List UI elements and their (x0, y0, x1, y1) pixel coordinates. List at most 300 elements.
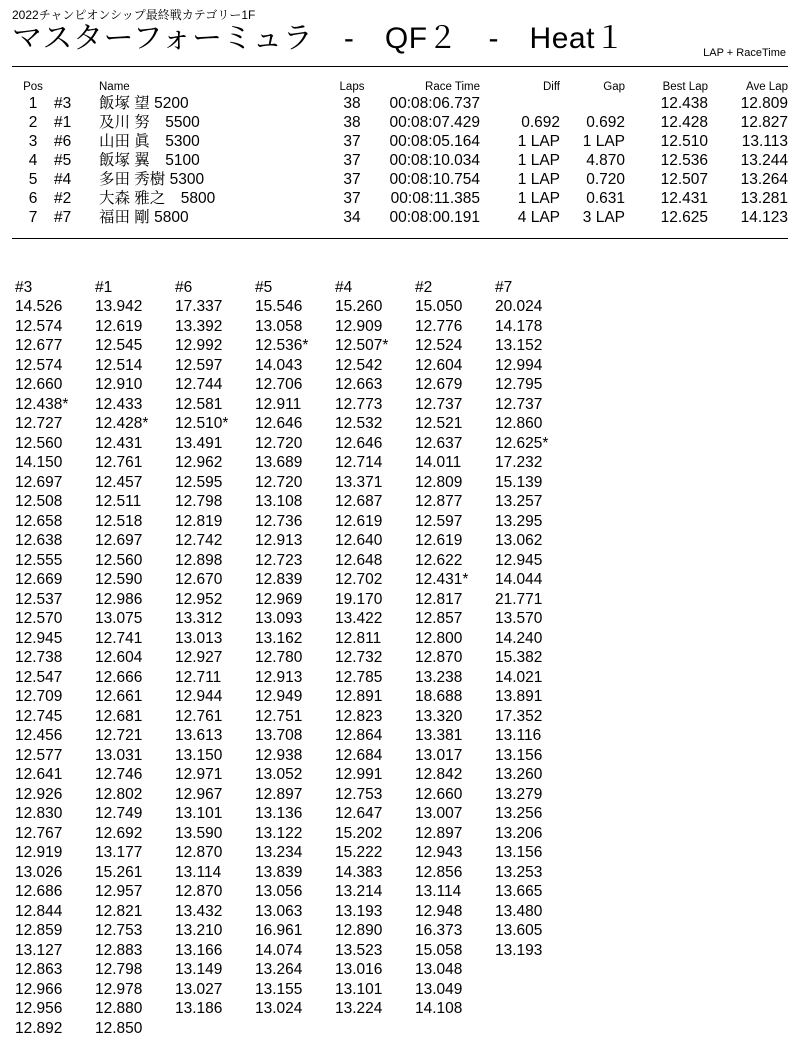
lap-time-cell: 12.738 (15, 649, 63, 666)
lap-time-cell: 12.773 (335, 395, 383, 413)
results-table (12, 80, 788, 227)
lap-time-cell: 12.911 (255, 395, 302, 413)
lap-time-cell: 14.178 (495, 317, 543, 335)
lap-time-cell: 12.684 (335, 746, 383, 764)
lap-column-header: #3 (15, 279, 33, 296)
lap-time-cell: 12.721 (95, 727, 143, 744)
col-gap: Gap (603, 81, 625, 93)
lap-time-cell: 14.108 (415, 1000, 463, 1017)
lap-column (15, 278, 95, 1038)
lap-time-cell: 13.193 (335, 902, 383, 920)
lap-time-cell: 17.337 (175, 298, 223, 315)
lap-time-cell: 12.919 (15, 844, 63, 861)
laps-cell: 37 (343, 133, 361, 150)
lap-time-cell: 15.050 (415, 298, 463, 315)
driver-name-cell: 福田 剛 5800 (99, 209, 189, 226)
lap-time-cell: 12.560 (15, 434, 63, 452)
lap-time-cell: 12.830 (15, 805, 63, 822)
lap-time-cell: 12.890 (335, 922, 383, 939)
lap-time-cell: 13.152 (495, 337, 543, 354)
lap-time-cell: 12.800 (415, 629, 463, 647)
lap-time-cell: 13.590 (175, 824, 223, 842)
lap-time-cell: 13.295 (495, 512, 543, 530)
lap-time-cell: 13.162 (255, 629, 303, 647)
lap-time-cell: 13.253 (495, 863, 543, 881)
lap-time-cell: 13.264 (255, 961, 303, 978)
lap-time-cell: 12.736 (255, 512, 303, 530)
lap-time-cell: 12.909 (335, 317, 383, 335)
lap-time-cell: 13.491 (175, 434, 223, 452)
driver-name-cell: 飯塚 翼 5100 (99, 152, 200, 169)
page-title: マスターフォーミュラ - QF２ - Heat１ (12, 22, 626, 55)
lap-time-cell: 12.798 (175, 493, 223, 510)
lap-time-cell: 12.910 (95, 376, 143, 393)
lap-times-grid (15, 278, 575, 1038)
race-time-cell: 00:08:10.754 (389, 171, 480, 188)
lap-time-cell: 12.697 (95, 532, 143, 549)
lap-time-cell: 12.590 (95, 571, 143, 588)
diff-cell: 1 LAP (517, 190, 560, 207)
lap-time-cell: 12.880 (95, 1000, 143, 1017)
lap-time-cell: 13.381 (415, 727, 463, 744)
lap-time-cell: 12.952 (175, 590, 223, 608)
diff-cell: 0.692 (521, 114, 560, 131)
lap-time-cell: 15.382 (495, 649, 543, 666)
lap-time-cell: 12.619 (335, 512, 383, 530)
lap-time-cell: 12.892 (15, 1019, 63, 1037)
lap-time-cell: 13.193 (495, 941, 543, 959)
car-number-cell: #7 (54, 209, 72, 226)
lap-time-cell: 12.661 (95, 688, 143, 705)
lap-time-cell: 12.574 (15, 356, 63, 374)
best-lap-cell: 12.507 (660, 171, 708, 188)
lap-time-cell: 15.546 (255, 298, 303, 315)
lap-time-cell: 12.966 (15, 980, 63, 998)
col-race-time: Race Time (425, 81, 480, 93)
pos-cell: 1 (28, 95, 38, 112)
lap-time-cell: 13.024 (255, 1000, 303, 1017)
lap-time-cell: 12.870 (175, 844, 223, 861)
lap-time-cell: 12.823 (335, 707, 383, 725)
lap-time-cell: 12.753 (335, 785, 383, 803)
lap-time-cell: 18.688 (415, 688, 463, 705)
diff-cell (480, 94, 560, 113)
lap-time-cell: 19.170 (335, 590, 383, 608)
lap-time-cell: 12.732 (335, 649, 383, 666)
lap-time-cell: 13.605 (495, 922, 543, 939)
diff-cell: 1 LAP (517, 171, 560, 188)
lap-time-cell: 12.842 (415, 766, 463, 783)
lap-time-cell: 13.048 (415, 961, 463, 978)
lap-time-cell: 12.622 (415, 551, 463, 569)
lap-time-cell: 12.844 (15, 902, 63, 920)
lap-time-cell: 12.433 (95, 395, 143, 413)
ave-lap-cell: 13.264 (740, 171, 788, 188)
ave-lap-cell: 13.113 (741, 133, 788, 150)
lap-time-cell: 12.677 (15, 337, 63, 354)
lap-column-header: #6 (175, 279, 193, 296)
lap-time-cell: 12.863 (15, 961, 63, 978)
lap-time-cell: 13.114 (175, 863, 222, 881)
lap-time-cell: 12.681 (95, 707, 143, 725)
lap-column (255, 278, 335, 1038)
lap-time-cell: 13.432 (175, 902, 223, 920)
race-time-cell: 00:08:00.191 (389, 209, 480, 226)
driver-name-cell: 及川 努 5500 (99, 114, 200, 131)
lap-time-cell: 16.961 (255, 922, 303, 939)
lap-time-cell: 12.431 (95, 434, 143, 452)
lap-time-cell: 12.945 (495, 551, 543, 569)
lap-race-time-note: LAP + RaceTime (703, 47, 786, 59)
lap-time-cell: 14.011 (415, 454, 462, 471)
lap-time-cell: 12.969 (255, 590, 303, 608)
lap-time-cell: 12.660 (15, 376, 63, 393)
lap-time-cell: 12.994 (495, 356, 543, 374)
lap-time-cell: 13.063 (255, 902, 303, 920)
lap-time-cell: 12.670 (175, 571, 223, 588)
lap-time-cell: 12.518 (95, 512, 143, 530)
lap-time-cell: 13.026 (15, 863, 63, 881)
lap-time-cell: 12.597 (175, 356, 223, 374)
lap-time-cell: 13.136 (255, 805, 303, 822)
lap-time-cell: 12.666 (95, 668, 143, 686)
header-divider (12, 66, 788, 67)
table-row (12, 170, 788, 189)
lap-time-cell: 13.523 (335, 941, 383, 959)
lap-time-cell: 12.646 (255, 415, 303, 432)
lap-time-cell: 13.155 (255, 980, 303, 998)
lap-column (415, 278, 495, 1038)
results-header-row (12, 80, 788, 94)
lap-time-cell: 12.897 (415, 824, 463, 842)
lap-time-cell: 13.156 (495, 844, 543, 861)
lap-time-cell: 12.819 (175, 512, 223, 530)
lap-time-cell: 13.150 (175, 746, 223, 764)
lap-time-cell: 12.926 (15, 785, 63, 803)
lap-time-cell: 12.577 (15, 746, 63, 764)
lap-time-cell: 13.186 (175, 1000, 223, 1017)
lap-time-cell: 20.024 (495, 298, 543, 315)
lap-time-cell: 12.687 (335, 493, 383, 510)
lap-time-cell: 12.438* (15, 395, 69, 413)
gap-cell: 0.631 (586, 190, 625, 207)
lap-time-cell: 12.660 (415, 785, 463, 803)
lap-time-cell: 12.625* (495, 434, 549, 452)
lap-time-cell: 12.761 (175, 707, 223, 725)
lap-time-cell: 12.798 (95, 961, 143, 978)
lap-column (95, 278, 175, 1038)
lap-column (495, 278, 575, 1038)
best-lap-cell: 12.510 (660, 133, 708, 150)
lap-time-cell: 13.257 (495, 493, 543, 510)
lap-time-cell: 13.031 (95, 746, 143, 764)
lap-time-cell: 13.056 (255, 883, 303, 900)
pos-cell: 6 (28, 190, 38, 207)
lap-time-cell: 12.532 (335, 415, 383, 432)
lap-time-cell: 13.256 (495, 805, 543, 822)
ave-lap-cell: 12.827 (740, 114, 788, 131)
lap-time-cell: 12.702 (335, 571, 383, 588)
lap-time-cell: 12.511 (95, 493, 142, 510)
lap-time-cell: 13.422 (335, 610, 383, 627)
lap-time-cell: 12.891 (335, 688, 383, 705)
lap-time-cell: 12.711 (175, 668, 222, 686)
lap-time-cell: 13.149 (175, 961, 223, 978)
lap-time-cell: 12.619 (415, 532, 463, 549)
lap-time-cell: 12.948 (415, 902, 463, 920)
lap-time-cell: 13.312 (175, 610, 223, 627)
lap-time-cell: 12.547 (15, 668, 63, 686)
lap-time-cell: 12.537 (15, 590, 63, 608)
lap-time-cell: 12.709 (15, 688, 63, 705)
lap-time-cell: 12.723 (255, 551, 303, 569)
lap-time-cell: 12.850 (95, 1019, 143, 1037)
lap-time-cell: 14.044 (495, 571, 543, 588)
lap-time-cell: 12.637 (415, 434, 463, 452)
lap-time-cell: 15.261 (95, 863, 143, 881)
pos-cell: 4 (28, 152, 38, 169)
lap-time-cell: 14.383 (335, 863, 383, 881)
lap-time-cell: 12.669 (15, 571, 63, 588)
lap-time-cell: 15.260 (335, 298, 383, 315)
driver-name-cell: 多田 秀樹 5300 (99, 171, 205, 188)
lap-time-cell: 13.708 (255, 727, 303, 744)
lap-time-cell: 12.956 (15, 1000, 63, 1017)
lap-time-cell: 14.526 (15, 298, 63, 315)
lap-time-cell: 12.949 (255, 688, 303, 705)
lap-time-cell: 12.749 (95, 805, 143, 822)
lap-time-cell: 12.913 (255, 668, 303, 686)
lap-time-cell: 12.542 (335, 356, 383, 374)
lap-time-cell: 12.795 (495, 376, 543, 393)
lap-time-cell: 12.809 (415, 473, 463, 491)
lap-time-cell: 13.166 (175, 941, 223, 959)
lap-time-cell: 12.746 (95, 766, 143, 783)
table-row (12, 189, 788, 208)
lap-time-cell: 13.062 (495, 532, 543, 549)
lap-column-header: #1 (95, 279, 113, 296)
ave-lap-cell: 14.123 (740, 209, 788, 226)
lap-time-cell: 13.206 (495, 824, 543, 842)
lap-time-cell: 12.744 (175, 376, 223, 393)
lap-time-cell: 12.877 (415, 493, 463, 510)
table-row (12, 151, 788, 170)
lap-time-cell: 21.771 (495, 590, 543, 608)
lap-time-cell: 13.839 (255, 863, 303, 881)
ave-lap-cell: 13.281 (740, 190, 788, 207)
lap-time-cell: 12.785 (335, 668, 383, 686)
lap-time-cell: 12.521 (415, 415, 463, 432)
lap-time-cell: 12.545 (95, 337, 143, 354)
lap-time-cell: 13.007 (415, 805, 463, 822)
lap-time-cell: 13.214 (335, 883, 383, 900)
lap-time-cell: 13.177 (95, 844, 143, 861)
lap-time-cell: 13.017 (415, 746, 463, 764)
car-number-cell: #5 (54, 152, 72, 169)
table-row (12, 94, 788, 113)
pos-cell: 2 (28, 114, 38, 131)
lap-time-cell: 12.883 (95, 941, 143, 959)
pos-cell: 7 (28, 209, 38, 226)
lap-time-cell: 12.742 (175, 532, 223, 549)
ave-lap-cell: 13.244 (740, 152, 788, 169)
lap-time-cell: 12.641 (15, 766, 63, 783)
lap-time-cell: 12.780 (255, 649, 303, 666)
lap-time-cell: 13.052 (255, 766, 303, 783)
lap-time-cell: 13.392 (175, 317, 223, 335)
car-number-cell: #3 (54, 95, 72, 112)
lap-time-cell: 12.821 (95, 902, 143, 920)
gap-cell (560, 94, 625, 113)
lap-time-cell: 14.043 (255, 356, 303, 374)
lap-time-cell: 13.371 (335, 473, 383, 491)
lap-time-cell: 12.986 (95, 590, 143, 608)
lap-time-cell: 12.817 (415, 590, 463, 608)
lap-time-cell: 12.978 (95, 980, 143, 998)
diff-cell: 1 LAP (517, 133, 560, 150)
lap-column (175, 278, 255, 1038)
laps-cell: 38 (343, 114, 361, 131)
lap-time-cell: 12.857 (415, 610, 463, 627)
lap-time-cell: 12.720 (255, 473, 303, 491)
lap-column (335, 278, 415, 1038)
table-row (12, 132, 788, 151)
lap-time-cell: 12.514 (95, 356, 143, 374)
lap-time-cell: 12.456 (15, 727, 63, 744)
car-number-cell: #2 (54, 190, 72, 207)
lap-time-cell: 12.679 (415, 376, 463, 393)
car-number-cell: #1 (54, 114, 72, 131)
lap-time-cell: 13.891 (495, 688, 543, 705)
lap-time-cell: 13.480 (495, 902, 543, 920)
lap-time-cell: 12.860 (495, 415, 543, 432)
lap-time-cell: 12.897 (255, 785, 303, 803)
lap-time-cell: 12.938 (255, 746, 303, 764)
col-car (54, 80, 99, 94)
lap-time-cell: 12.898 (175, 551, 223, 569)
diff-cell: 1 LAP (517, 152, 560, 169)
lap-time-cell: 12.646 (335, 434, 383, 452)
lap-time-cell: 13.689 (255, 454, 303, 471)
lap-time-cell: 12.991 (335, 766, 383, 783)
event-subtitle: 2022チャンピオンシップ最終戦カテゴリー1F (12, 8, 256, 22)
lap-time-cell: 13.613 (175, 727, 223, 744)
lap-time-cell: 12.811 (335, 629, 382, 647)
lap-column-header: #4 (335, 279, 353, 296)
lap-time-cell: 13.116 (495, 727, 542, 744)
pos-cell: 3 (28, 133, 38, 150)
race-time-cell: 00:08:05.164 (389, 133, 480, 150)
lap-time-cell: 13.013 (175, 629, 223, 647)
driver-name-cell: 山田 眞 5300 (99, 133, 200, 150)
lap-time-cell: 17.352 (495, 707, 543, 725)
lap-time-cell: 12.767 (15, 824, 63, 842)
lap-time-cell: 12.944 (175, 688, 223, 705)
lap-time-cell: 12.992 (175, 337, 223, 354)
lap-time-cell: 12.741 (95, 629, 143, 647)
lap-time-cell: 12.720 (255, 434, 303, 452)
lap-time-cell: 12.943 (415, 844, 463, 861)
gap-cell: 3 LAP (582, 209, 625, 226)
col-best-lap: Best Lap (662, 81, 708, 93)
lap-time-cell: 12.536* (255, 337, 309, 354)
lap-time-cell: 13.320 (415, 707, 463, 725)
lap-time-cell: 12.870 (415, 649, 463, 666)
lap-time-cell: 13.210 (175, 922, 223, 939)
lap-time-cell: 12.692 (95, 824, 143, 842)
lap-time-cell: 12.859 (15, 922, 63, 939)
lap-time-cell: 12.957 (95, 883, 143, 900)
lap-time-cell: 12.428* (95, 415, 149, 432)
best-lap-cell: 12.431 (660, 190, 708, 207)
lap-time-cell: 12.761 (95, 454, 143, 471)
lap-time-cell: 13.260 (495, 766, 543, 783)
lap-time-cell: 12.745 (15, 707, 63, 725)
lap-time-cell: 12.431* (415, 571, 469, 588)
lap-time-cell: 13.049 (415, 980, 463, 998)
lap-time-cell: 17.232 (495, 454, 543, 471)
lap-time-cell: 12.737 (495, 395, 543, 413)
best-lap-cell: 12.438 (660, 95, 708, 112)
lap-time-cell: 13.058 (255, 317, 303, 335)
col-laps: Laps (339, 81, 365, 93)
lap-time-cell: 12.870 (175, 883, 223, 900)
ave-lap-cell: 12.809 (740, 95, 788, 112)
laps-cell: 37 (343, 190, 361, 207)
lap-time-cell: 12.839 (255, 571, 303, 588)
lap-time-cell: 12.574 (15, 317, 63, 335)
lap-time-cell: 12.648 (335, 551, 383, 569)
laps-cell: 34 (343, 209, 361, 226)
lap-time-cell: 13.101 (335, 980, 383, 998)
lap-time-cell: 13.075 (95, 610, 143, 627)
lap-time-cell: 13.234 (255, 844, 303, 861)
lap-time-cell: 14.021 (495, 668, 543, 686)
laps-cell: 37 (343, 171, 361, 188)
lap-time-cell: 15.222 (335, 844, 383, 861)
race-time-cell: 00:08:10.034 (389, 152, 480, 169)
lap-time-cell: 12.581 (175, 395, 223, 413)
lap-time-cell: 13.016 (335, 961, 383, 978)
best-lap-cell: 12.625 (660, 209, 708, 226)
lap-time-cell: 12.658 (15, 512, 63, 530)
lap-time-cell: 13.114 (415, 883, 462, 900)
col-ave-lap: Ave Lap (746, 81, 788, 93)
driver-name-cell: 飯塚 望 5200 (99, 95, 189, 112)
lap-time-cell: 12.638 (15, 532, 63, 549)
lap-time-cell: 12.697 (15, 473, 63, 491)
lap-time-cell: 12.714 (335, 454, 383, 471)
lap-time-cell: 12.751 (255, 707, 303, 725)
lap-time-cell: 12.753 (95, 922, 143, 939)
car-number-cell: #6 (54, 133, 72, 150)
lap-time-cell: 13.101 (175, 805, 223, 822)
lap-time-cell: 14.074 (255, 941, 303, 959)
lap-time-cell: 12.737 (415, 395, 463, 413)
lap-time-cell: 13.108 (255, 493, 303, 510)
lap-time-cell: 13.279 (495, 785, 543, 803)
col-name: Name (99, 81, 130, 93)
lap-time-cell: 13.224 (335, 1000, 383, 1017)
lap-time-cell: 15.058 (415, 941, 463, 959)
lap-time-cell: 12.962 (175, 454, 223, 471)
race-time-cell: 00:08:11.385 (390, 190, 480, 207)
results-divider (12, 238, 788, 239)
lap-column-header: #7 (495, 279, 513, 296)
lap-time-cell: 12.663 (335, 376, 383, 393)
gap-cell: 4.870 (586, 152, 625, 169)
lap-time-cell: 12.913 (255, 532, 303, 549)
